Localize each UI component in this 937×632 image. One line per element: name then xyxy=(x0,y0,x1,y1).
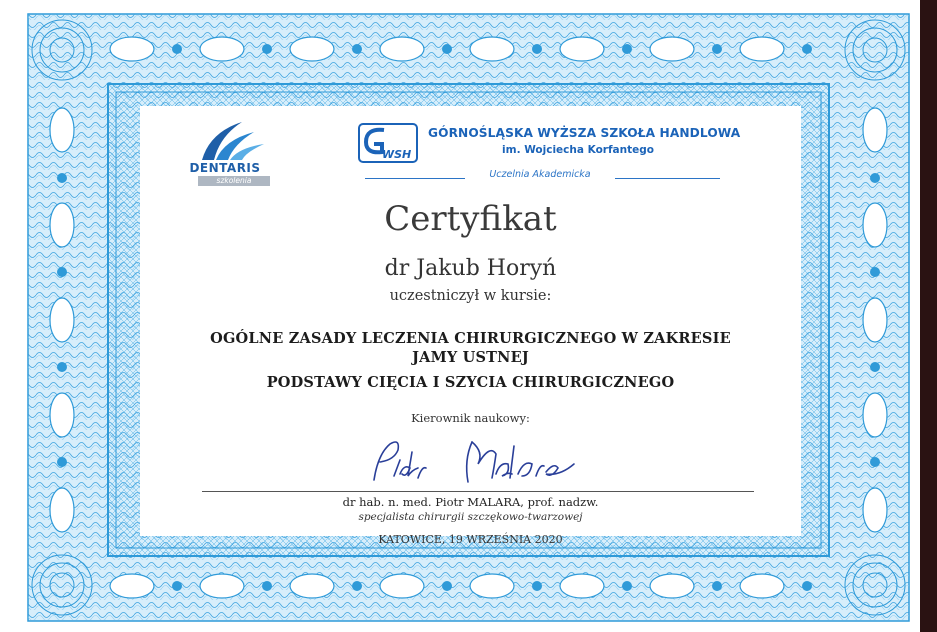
course-line-2: JAMY USTNEJ xyxy=(412,349,529,366)
course-line-1: OGÓLNE ZASADY LECZENIA CHIRURGICZNEGO W ZAKRESIE xyxy=(210,330,731,347)
signature xyxy=(360,434,600,494)
supervisor-name: dr hab. n. med. Piotr MALARA, prof. nadzw. xyxy=(342,495,599,509)
gwsh-name: GÓRNOŚLĄSKA WYŻSZA SZKOŁA HANDLOWA xyxy=(428,126,741,140)
gwsh-patron: im. Wojciecha Korfantego xyxy=(502,144,654,156)
participated-text: uczestniczył w kursie: xyxy=(389,288,552,304)
course-line-3: PODSTAWY CIĘCIA I SZYCIA CHIRURGICZNEGO xyxy=(266,374,675,391)
background-edge xyxy=(920,0,937,632)
gwsh-tagline: Uczelnia Akademicka xyxy=(489,169,591,180)
certificate-holder: dr Jakub Horyń xyxy=(384,256,557,281)
dentaris-logo xyxy=(180,118,270,186)
tagline-rule-right xyxy=(615,178,720,179)
supervisor-label: Kierownik naukowy: xyxy=(411,411,530,425)
dentaris-wing-icon xyxy=(180,118,270,162)
certificate-body xyxy=(140,106,801,546)
place-date: KATOWICE, 19 WRZEŚNIA 2020 xyxy=(378,533,563,546)
certificate xyxy=(22,10,915,625)
gwsh-mark-text: WSH xyxy=(382,148,412,161)
dentaris-subtitle: szkolenia xyxy=(198,176,270,186)
signature-line xyxy=(202,491,754,492)
dentaris-name: DENTARIS xyxy=(189,161,261,175)
supervisor-specialty: specjalista chirurgii szczękowo-twarzowej xyxy=(358,511,583,523)
gwsh-logo-icon xyxy=(358,122,418,164)
tagline-rule-left xyxy=(365,178,465,179)
certificate-title: Certyfikat xyxy=(384,199,557,239)
